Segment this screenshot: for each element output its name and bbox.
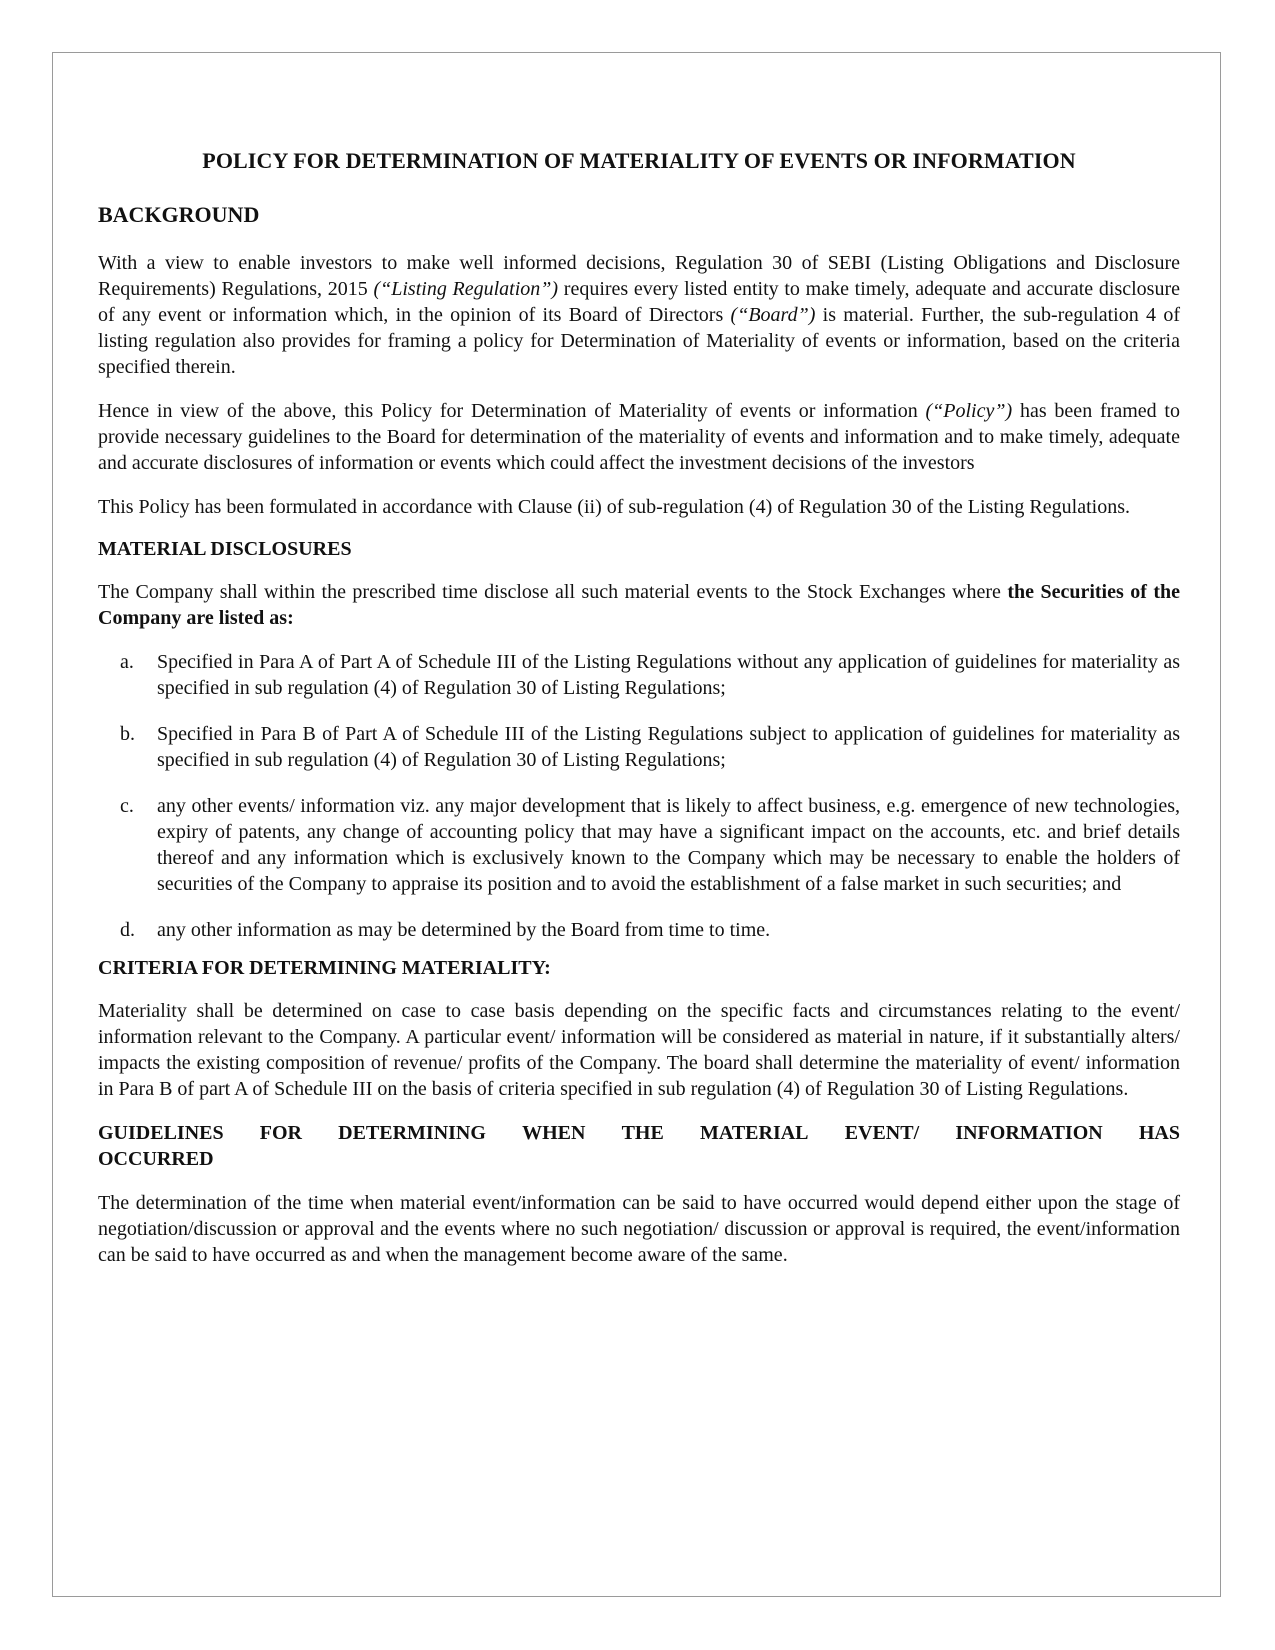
defined-term-listing-regulation: (“Listing Regulation”) [373,278,559,300]
text-run: has been framed to provide necessary guidelines to the Board for determination of the materiality of events and information and to make timely, adequate and accurate disclosures of information or events which could affect the investment decisions of the investors [98,400,1180,474]
text-run: Hence in view of the above, this Policy for Determination of Materiality of events or information [98,400,926,422]
heading-word: DETERMINING [338,1122,486,1144]
list-marker: c. [120,795,134,817]
text-run: is material. Further, the sub-regulation 4 of listing regulation also provides for framing a policy for Determination of Materiality of events or information, based on the criteria specified therein. [98,304,1180,378]
material-disclosures-heading: MATERIAL DISCLOSURES [98,538,352,560]
list-item [98,793,1180,897]
heading-word: WHEN [522,1122,586,1144]
guidelines-heading [98,1120,1180,1172]
heading-word: INFORMATION [955,1122,1103,1144]
background-paragraph-2 [98,398,1180,476]
heading-word: GUIDELINES [98,1122,224,1144]
background-paragraph-3: This Policy has been formulated in accordance with Clause (ii) of sub-regulation (4) of Regulation 30 of the Listing Regulations. [98,496,1130,518]
list-item [98,721,1180,773]
list-item-text: any other information as may be determined by the Board from time to time. [157,919,771,941]
defined-term-board: (“Board”) [730,304,816,326]
defined-term-policy: (“Policy”) [925,400,1013,422]
guidelines-heading-line-1 [98,1120,1180,1146]
heading-word: EVENT/ [844,1122,920,1144]
heading-word: THE [621,1122,664,1144]
text-run: The Company shall within the prescribed time disclose all such material events to the Stock Exchanges where [98,581,1008,603]
list-item [98,649,1180,701]
document-body [98,148,1180,1286]
criteria-heading: CRITERIA FOR DETERMINING MATERIALITY: [98,957,551,979]
bold-text-run: the Securities of the Company are listed as: [98,581,1180,629]
text-run: With a view to enable investors to make well informed decisions, Regulation 30 of SEBI (Listing Obligations and Disclosure Requirements) Regulations, 2015 [98,252,1180,300]
list-marker: d. [120,919,135,941]
heading-word: MATERIAL [700,1122,809,1144]
heading-word: FOR [259,1122,302,1144]
background-paragraph-1 [98,250,1180,380]
text-run: requires every listed entity to make timely, adequate and accurate disclosure of any event or information which, in the opinion of its Board of Directors [98,278,1180,326]
material-disclosures-list [98,649,1180,943]
material-disclosures-intro [98,579,1180,631]
list-item [98,917,1180,943]
list-item-text: Specified in Para A of Part A of Schedule III of the Listing Regulations without any application of guidelines for materiality as specified in sub regulation (4) of Regulation 30 of Listing Regulations; [157,651,1180,699]
guidelines-paragraph: The determination of the time when material event/information can be said to have occurred would depend either upon the stage of negotiation/discussion or approval and the events where no such negotiation/ discussion or approval is required, the event/information can be said to have occurred as and when the management become aware of the same. [98,1192,1180,1266]
criteria-paragraph: Materiality shall be determined on case to case basis depending on the specific facts and circumstances relating to the event/ information relevant to the Company. A particular event/ information will be considered as material in nature, if it substantially alters/ impacts the existing composition of revenue/ profits of the Company. The board shall determine the materiality of event/ information in Para B of part A of Schedule III on the basis of criteria specified in sub regulation (4) of Regulation 30 of Listing Regulations. [98,1000,1180,1100]
list-marker: a. [120,651,134,673]
background-heading: BACKGROUND [98,202,260,227]
heading-word: HAS [1138,1122,1180,1144]
guidelines-heading-line-2: OCCURRED [98,1148,214,1170]
list-marker: b. [120,723,135,745]
document-title: POLICY FOR DETERMINATION OF MATERIALITY OF EVENTS OR INFORMATION [202,148,1076,173]
list-item-text: Specified in Para B of Part A of Schedule III of the Listing Regulations subject to application of guidelines for materiality as specified in sub regulation (4) of Regulation 30 of Listing Regulations; [157,723,1180,771]
list-item-text: any other events/ information viz. any major development that is likely to affect business, e.g. emergence of new technologies, expiry of patents, any change of accounting policy that may have a significant impact on the accounts, etc. and brief details thereof and any information which is exclusively known to the Company which may be necessary to enable the holders of securities of the Company to appraise its position and to avoid the establishment of a false market in such securities; and [157,795,1180,895]
